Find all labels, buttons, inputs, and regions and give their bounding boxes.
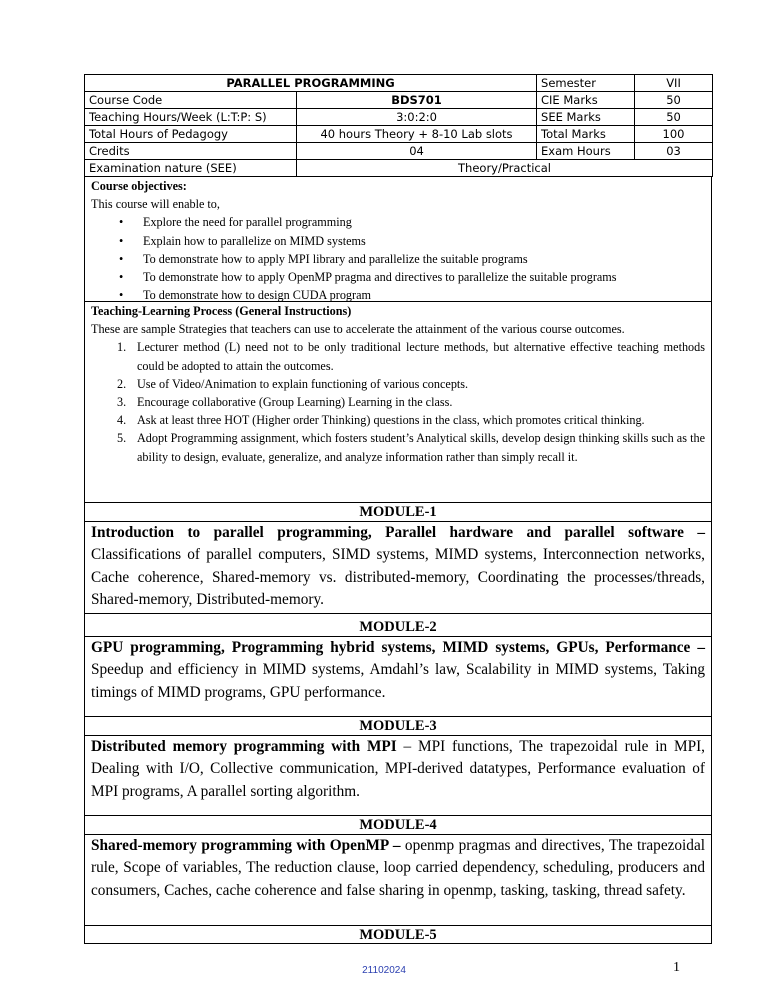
list-item: • Explain how to parallelize on MIMD systems (91, 232, 705, 250)
info-value: 03 (635, 143, 713, 160)
tlp-list (91, 338, 705, 465)
objectives-list (91, 213, 705, 304)
info-key: Semester (537, 75, 635, 92)
module-title: MODULE-3 (85, 717, 711, 736)
info-row (85, 109, 713, 126)
module-content: Introduction to parallel programming, Parallel hardware and parallel software – Classifications of parallel computers, SIMD systems, MIMD systems, Interconnection networks, Cache coherence, Shared-memory vs. distributed-memory, Coordinating the processes/threads, Shared-memory, Distributed-memory. (91, 524, 705, 609)
list-item: 1. Lecturer method (L) need not to be only traditional lecture methods, but alternative effective teaching methods could be adopted to attain the outcomes. (117, 340, 705, 373)
info-value: Theory/Practical (297, 160, 713, 177)
module-5 (84, 926, 712, 944)
module-content: GPU programming, Programming hybrid systems, MIMD systems, GPUs, Performance – Speedup and efficiency in MIMD systems, Amdahl’s law, Scalability in MIMD systems, Taking timings of MIMD programs, GPU performance. (91, 639, 705, 701)
info-label: Total Hours of Pedagogy (85, 126, 297, 143)
list-item: 5. Adopt Programming assignment, which fosters student’s Analytical skills, develop design thinking skills such as the ability to design, evaluate, generalize, and analyze information rather than simply recall it. (117, 431, 705, 464)
info-value: 50 (635, 109, 713, 126)
info-value: VII (635, 75, 713, 92)
info-value: 40 hours Theory + 8-10 Lab slots (297, 126, 537, 143)
info-value: 50 (635, 92, 713, 109)
list-item: • To demonstrate how to design CUDA program (91, 286, 705, 304)
tlp-intro: These are sample Strategies that teachers can use to accelerate the attainment of the various course outcomes. (91, 322, 625, 337)
page-number: 1 (673, 960, 680, 975)
info-key: SEE Marks (537, 109, 635, 126)
module-title: MODULE-5 (359, 927, 437, 943)
info-label: Course Code (85, 92, 297, 109)
list-item: 4. Ask at least three HOT (Higher order Thinking) questions in the class, which promotes critical thinking. (117, 413, 645, 428)
objectives-intro: This course will enable to, (91, 197, 220, 212)
module-3 (84, 717, 712, 816)
list-item: • Explore the need for parallel programming (91, 213, 705, 231)
module-title: MODULE-4 (85, 816, 711, 835)
info-value: 04 (297, 143, 537, 160)
list-item: 3. Encourage collaborative (Group Learning) Learning in the class. (117, 395, 453, 410)
module-content: Distributed memory programming with MPI – MPI functions, The trapezoidal rule in MPI, Dealing with I/O, Collective communication, MPI-derived datatypes, Performance evaluation of MPI programs, A parallel sorting algorithm. (91, 738, 705, 800)
list-item: • To demonstrate how to apply OpenMP pragma and directives to parallelize the suitable programs (91, 268, 705, 286)
info-value: 100 (635, 126, 713, 143)
course-info-table (84, 74, 713, 177)
info-row (85, 92, 713, 109)
info-key: Exam Hours (537, 143, 635, 160)
objectives-heading: Course objectives: (91, 179, 187, 193)
info-key: CIE Marks (537, 92, 635, 109)
module-title: MODULE-2 (85, 618, 711, 637)
info-row (85, 160, 713, 177)
course-title-row (85, 75, 713, 92)
module-content: Shared-memory programming with OpenMP – openmp pragmas and directives, The trapezoidal rule, Scope of variables, The reduction clause, loop carried dependency, scheduling, producers and consumers, Caches, cache coherence and false sharing in openmp, tasking, tasking, thread safety. (91, 837, 705, 899)
list-item: 2. Use of Video/Animation to explain functioning of various concepts. (117, 376, 469, 391)
info-label: Examination nature (SEE) (85, 160, 297, 177)
info-label: Credits (85, 143, 297, 160)
info-label: Teaching Hours/Week (L:T:P: S) (85, 109, 297, 126)
module-title: MODULE-1 (85, 503, 711, 522)
course-title: PARALLEL PROGRAMMING (85, 75, 537, 92)
document-code: 21102024 (362, 965, 406, 976)
module-4 (84, 816, 712, 926)
module-2 (84, 614, 712, 717)
course-objectives (84, 177, 712, 302)
info-value: 3:0:2:0 (297, 109, 537, 126)
tlp-heading: Teaching-Learning Process (General Instructions) (91, 304, 352, 318)
teaching-learning-process (84, 302, 712, 503)
course-code: BDS701 (297, 92, 537, 109)
list-item: • To demonstrate how to apply MPI library and parallelize the suitable programs (91, 250, 705, 268)
module-1 (84, 503, 712, 614)
info-key: Total Marks (537, 126, 635, 143)
info-row (85, 143, 713, 160)
info-row (85, 126, 713, 143)
